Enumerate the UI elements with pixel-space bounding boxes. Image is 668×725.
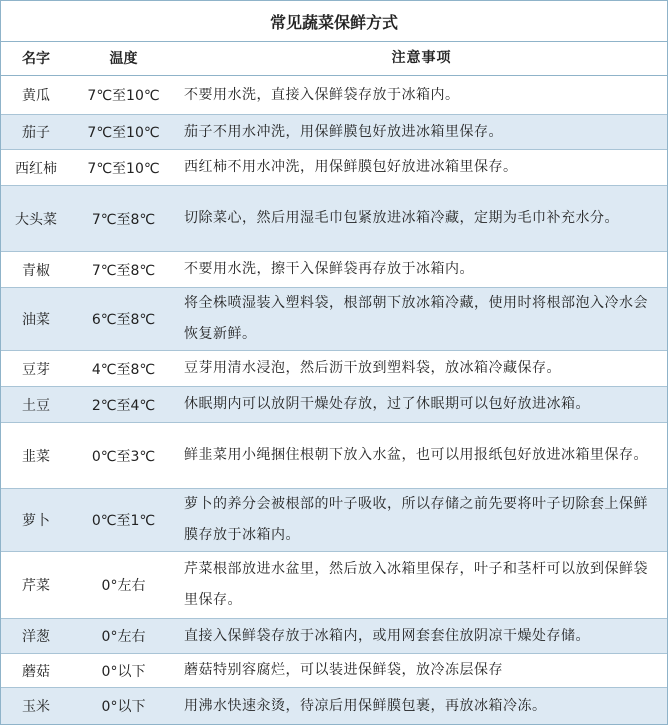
table-row [1,688,667,724]
vegetable-name: 西红柿 [15,160,57,177]
vegetable-name: 韭菜 [22,448,50,465]
table-row [1,115,667,150]
storage-note: 切除菜心，然后用湿毛巾包紧放进冰箱冷藏，定期为毛巾补充水分。 [184,210,619,226]
vegetable-name: 油菜 [22,312,50,328]
table-row [1,423,667,489]
storage-note: 西红柿不用水冲洗，用保鲜膜包好放进冰箱里保存。 [184,159,518,175]
table-row [1,351,667,387]
table-row [1,252,667,288]
storage-note: 茄子不用水冲洗，用保鲜膜包好放进冰箱里保存。 [184,123,503,140]
table-row [1,288,667,351]
storage-note: 休眠期内可以放阴干燥处存放，过了休眠期可以包好放进冰箱。 [184,396,590,412]
column-header-note: 注意事项 [391,49,452,66]
storage-temp: 4℃至8℃ [91,361,156,378]
table-title: 常见蔬菜保鲜方式 [1,1,667,42]
column-header-temp: 温度 [109,51,138,67]
vegetable-name: 豆芽 [22,361,50,378]
storage-temp: 7℃至10℃ [87,125,160,141]
header-row [1,41,667,76]
table-row [1,76,667,115]
storage-note: 将全株喷湿装入塑料袋，根部朝下放冰箱冷藏，使用时将根部泡入冷水会恢复新鲜。 [184,295,648,342]
vegetable-name: 茄子 [22,125,50,141]
storage-temp: 7℃至8℃ [91,211,156,228]
table-row [1,489,667,552]
storage-temp: 0°左右 [101,629,146,645]
column-header-name: 名字 [22,51,50,67]
storage-note: 不要用水洗，擦干入保鲜袋再存放于冰箱内。 [184,261,474,277]
storage-temp: 7℃至10℃ [87,160,160,177]
vegetable-name: 蘑菇 [22,663,50,680]
table-row [1,387,667,423]
vegetable-name: 黄瓜 [22,88,50,104]
vegetable-name: 玉米 [22,699,50,715]
storage-temp: 0℃至1℃ [91,513,156,529]
vegetable-name: 大头菜 [15,211,57,228]
table-row [1,186,667,252]
vegetable-name: 萝卜 [22,513,50,529]
vegetable-name: 青椒 [22,262,50,279]
storage-temp: 7℃至10℃ [87,88,160,104]
vegetable-name: 芹菜 [22,578,50,594]
table-row [1,619,667,654]
storage-note: 鲜韭菜用小绳捆住根朝下放入水盆，也可以用报纸包好放进冰箱里保存。 [184,447,648,463]
storage-temp: 0℃至3℃ [91,448,156,465]
storage-temp: 2℃至4℃ [91,397,156,414]
storage-temp: 7℃至8℃ [91,262,156,279]
storage-note: 豆芽用清水浸泡，然后沥干放到塑料袋，放冰箱冷藏保存。 [184,360,561,376]
table-row [1,552,667,619]
storage-note: 蘑菇特别容腐烂，可以装进保鲜袋，放冷冻层保存 [184,662,503,678]
table-row [1,150,667,186]
storage-temp: 6℃至8℃ [91,312,156,328]
storage-temp: 0°左右 [101,578,146,594]
vegetable-name: 土豆 [22,397,50,414]
vegetable-name: 洋葱 [22,629,50,645]
storage-temp: 0°以下 [101,699,146,715]
storage-note: 用沸水快速汆烫，待凉后用保鲜膜包裹，再放冰箱冷冻。 [184,697,547,714]
storage-note: 芹菜根部放进水盆里，然后放入冰箱里保存，叶子和茎杆可以放到保鲜袋里保存。 [184,561,648,608]
storage-note: 不要用水洗，直接入保鲜袋存放于冰箱内。 [184,86,460,103]
storage-note: 萝卜的养分会被根部的叶子吸收，所以存储之前先要将叶子切除套上保鲜膜存放于冰箱内。 [184,496,648,543]
table-row [1,654,667,688]
storage-temp: 0°以下 [101,663,146,680]
storage-note: 直接入保鲜袋存放于冰箱内，或用网套套住放阴凉干燥处存储。 [184,627,590,644]
